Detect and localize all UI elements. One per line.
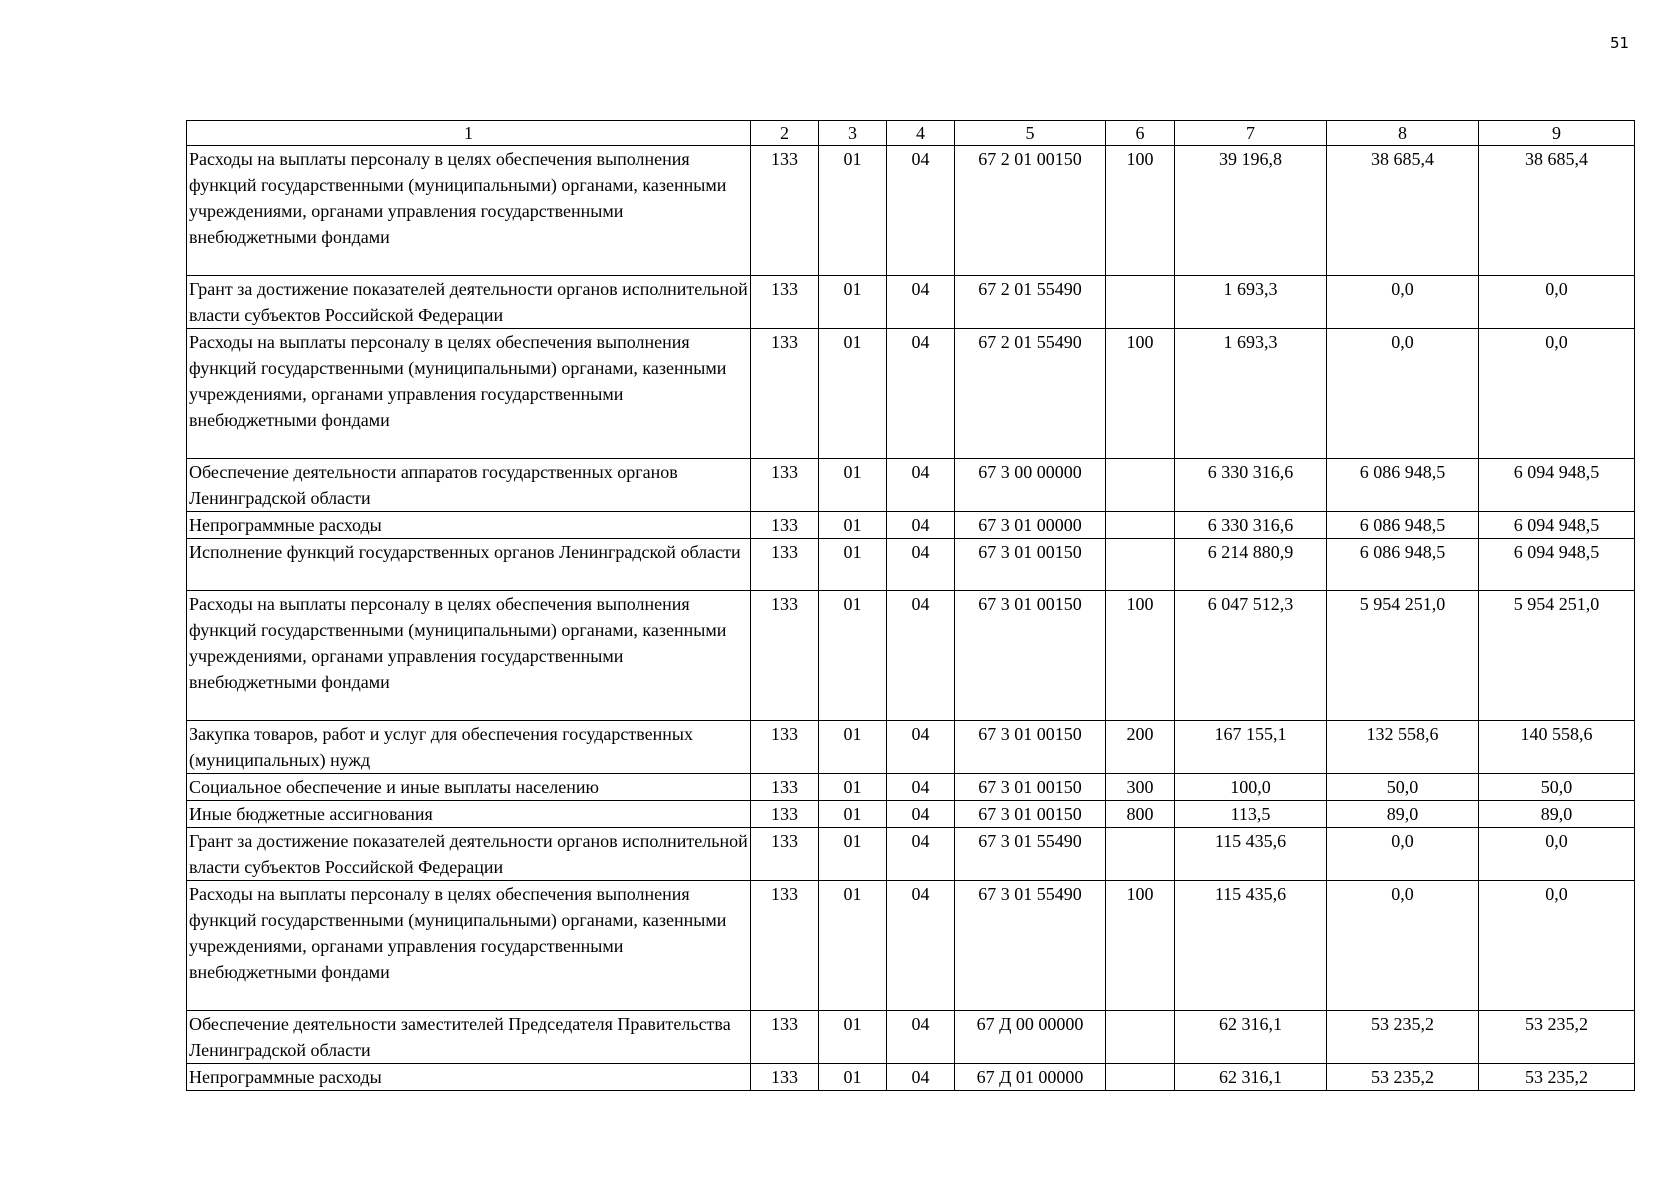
row-target-article-cell: 67 3 01 00000 — [955, 512, 1106, 539]
row-name-cell: Расходы на выплаты персоналу в целях обеспечения выполнения функций государственными (муниципальными) органами, казенными учреждениями, органами управления государственными внебюджетными фондами — [187, 881, 751, 1011]
table-row — [187, 1064, 1635, 1091]
header-cell: 8 — [1327, 121, 1479, 146]
table-row — [187, 828, 1635, 881]
row-subsection-cell: 04 — [887, 1064, 955, 1091]
row-subsection-cell: 04 — [887, 512, 955, 539]
row-target-article-cell: 67 Д 00 00000 — [955, 1011, 1106, 1064]
row-value-9-cell: 53 235,2 — [1479, 1011, 1635, 1064]
row-subsection-cell: 04 — [887, 146, 955, 276]
row-name-cell: Грант за достижение показателей деятельности органов исполнительной власти субъектов Российской Федерации — [187, 828, 751, 881]
row-value-8-cell: 132 558,6 — [1327, 721, 1479, 774]
row-subsection-cell: 04 — [887, 1011, 955, 1064]
row-expense-type-cell: 200 — [1106, 721, 1175, 774]
row-subsection-cell: 04 — [887, 828, 955, 881]
row-value-8-cell: 5 954 251,0 — [1327, 591, 1479, 721]
header-cell: 2 — [751, 121, 819, 146]
header-cell: 7 — [1175, 121, 1327, 146]
table-row — [187, 276, 1635, 329]
row-code-cell: 133 — [751, 146, 819, 276]
row-subsection-cell: 04 — [887, 881, 955, 1011]
header-cell: 3 — [819, 121, 887, 146]
budget-table — [186, 120, 1635, 1091]
row-code-cell: 133 — [751, 1011, 819, 1064]
row-subsection-cell: 04 — [887, 276, 955, 329]
row-value-7-cell: 1 693,3 — [1175, 329, 1327, 459]
row-target-article-cell: 67 3 01 00150 — [955, 774, 1106, 801]
row-name-cell: Грант за достижение показателей деятельности органов исполнительной власти субъектов Российской Федерации — [187, 276, 751, 329]
row-value-9-cell: 0,0 — [1479, 329, 1635, 459]
row-code-cell: 133 — [751, 591, 819, 721]
row-expense-type-cell: 100 — [1106, 329, 1175, 459]
row-value-7-cell: 62 316,1 — [1175, 1064, 1327, 1091]
row-value-9-cell: 50,0 — [1479, 774, 1635, 801]
row-section-cell: 01 — [819, 774, 887, 801]
row-target-article-cell: 67 2 01 55490 — [955, 276, 1106, 329]
row-section-cell: 01 — [819, 1064, 887, 1091]
row-expense-type-cell — [1106, 276, 1175, 329]
header-cell: 9 — [1479, 121, 1635, 146]
row-target-article-cell: 67 2 01 00150 — [955, 146, 1106, 276]
table-header-row — [187, 121, 1635, 146]
row-value-8-cell: 89,0 — [1327, 801, 1479, 828]
row-name-cell: Непрограммные расходы — [187, 1064, 751, 1091]
row-section-cell: 01 — [819, 512, 887, 539]
row-value-7-cell: 167 155,1 — [1175, 721, 1327, 774]
row-value-7-cell: 6 214 880,9 — [1175, 539, 1327, 591]
row-code-cell: 133 — [751, 1064, 819, 1091]
row-name-cell: Исполнение функций государственных органов Ленинградской области — [187, 539, 751, 591]
row-name-cell: Непрограммные расходы — [187, 512, 751, 539]
row-section-cell: 01 — [819, 828, 887, 881]
row-target-article-cell: 67 3 00 00000 — [955, 459, 1106, 512]
row-subsection-cell: 04 — [887, 774, 955, 801]
row-code-cell: 133 — [751, 276, 819, 329]
row-expense-type-cell: 100 — [1106, 146, 1175, 276]
row-name-cell: Социальное обеспечение и иные выплаты населению — [187, 774, 751, 801]
row-value-9-cell: 6 094 948,5 — [1479, 512, 1635, 539]
row-expense-type-cell — [1106, 1064, 1175, 1091]
row-value-8-cell: 0,0 — [1327, 881, 1479, 1011]
table-row — [187, 329, 1635, 459]
row-code-cell: 133 — [751, 512, 819, 539]
row-expense-type-cell — [1106, 512, 1175, 539]
row-value-8-cell: 6 086 948,5 — [1327, 539, 1479, 591]
row-value-7-cell: 115 435,6 — [1175, 828, 1327, 881]
table-row — [187, 881, 1635, 1011]
row-value-7-cell: 115 435,6 — [1175, 881, 1327, 1011]
row-section-cell: 01 — [819, 329, 887, 459]
row-expense-type-cell — [1106, 539, 1175, 591]
row-name-cell: Расходы на выплаты персоналу в целях обеспечения выполнения функций государственными (муниципальными) органами, казенными учреждениями, органами управления государственными внебюджетными фондами — [187, 146, 751, 276]
row-code-cell: 133 — [751, 539, 819, 591]
row-target-article-cell: 67 3 01 00150 — [955, 721, 1106, 774]
row-value-8-cell: 0,0 — [1327, 329, 1479, 459]
header-cell: 1 — [187, 121, 751, 146]
row-section-cell: 01 — [819, 721, 887, 774]
table-row — [187, 801, 1635, 828]
row-value-8-cell: 0,0 — [1327, 276, 1479, 329]
row-name-cell: Иные бюджетные ассигнования — [187, 801, 751, 828]
row-expense-type-cell — [1106, 828, 1175, 881]
row-value-9-cell: 6 094 948,5 — [1479, 539, 1635, 591]
row-code-cell: 133 — [751, 828, 819, 881]
row-value-7-cell: 113,5 — [1175, 801, 1327, 828]
row-value-9-cell: 140 558,6 — [1479, 721, 1635, 774]
row-section-cell: 01 — [819, 1011, 887, 1064]
row-code-cell: 133 — [751, 881, 819, 1011]
row-expense-type-cell: 300 — [1106, 774, 1175, 801]
row-section-cell: 01 — [819, 146, 887, 276]
row-value-7-cell: 6 330 316,6 — [1175, 459, 1327, 512]
page-number: 51 — [1610, 34, 1630, 52]
row-section-cell: 01 — [819, 276, 887, 329]
row-value-9-cell: 0,0 — [1479, 828, 1635, 881]
row-value-9-cell: 6 094 948,5 — [1479, 459, 1635, 512]
row-value-7-cell: 62 316,1 — [1175, 1011, 1327, 1064]
row-target-article-cell: 67 3 01 55490 — [955, 881, 1106, 1011]
header-cell: 6 — [1106, 121, 1175, 146]
row-subsection-cell: 04 — [887, 539, 955, 591]
row-name-cell: Обеспечение деятельности аппаратов государственных органов Ленинградской области — [187, 459, 751, 512]
row-subsection-cell: 04 — [887, 721, 955, 774]
row-value-9-cell: 89,0 — [1479, 801, 1635, 828]
row-subsection-cell: 04 — [887, 801, 955, 828]
row-target-article-cell: 67 2 01 55490 — [955, 329, 1106, 459]
row-expense-type-cell: 100 — [1106, 591, 1175, 721]
row-subsection-cell: 04 — [887, 329, 955, 459]
row-target-article-cell: 67 3 01 00150 — [955, 801, 1106, 828]
row-value-9-cell: 53 235,2 — [1479, 1064, 1635, 1091]
row-section-cell: 01 — [819, 591, 887, 721]
row-section-cell: 01 — [819, 539, 887, 591]
row-expense-type-cell: 100 — [1106, 881, 1175, 1011]
row-section-cell: 01 — [819, 459, 887, 512]
row-target-article-cell: 67 3 01 00150 — [955, 591, 1106, 721]
row-value-9-cell: 0,0 — [1479, 881, 1635, 1011]
row-subsection-cell: 04 — [887, 459, 955, 512]
row-value-7-cell: 39 196,8 — [1175, 146, 1327, 276]
row-target-article-cell: 67 Д 01 00000 — [955, 1064, 1106, 1091]
row-name-cell: Закупка товаров, работ и услуг для обеспечения государственных (муниципальных) нужд — [187, 721, 751, 774]
row-value-9-cell: 38 685,4 — [1479, 146, 1635, 276]
row-code-cell: 133 — [751, 721, 819, 774]
row-value-8-cell: 50,0 — [1327, 774, 1479, 801]
row-expense-type-cell: 800 — [1106, 801, 1175, 828]
row-value-7-cell: 6 330 316,6 — [1175, 512, 1327, 539]
row-value-9-cell: 0,0 — [1479, 276, 1635, 329]
row-value-8-cell: 0,0 — [1327, 828, 1479, 881]
row-target-article-cell: 67 3 01 55490 — [955, 828, 1106, 881]
row-value-7-cell: 6 047 512,3 — [1175, 591, 1327, 721]
row-code-cell: 133 — [751, 774, 819, 801]
table-row — [187, 459, 1635, 512]
row-section-cell: 01 — [819, 881, 887, 1011]
row-code-cell: 133 — [751, 329, 819, 459]
row-value-9-cell: 5 954 251,0 — [1479, 591, 1635, 721]
row-section-cell: 01 — [819, 801, 887, 828]
table-row — [187, 512, 1635, 539]
row-code-cell: 133 — [751, 801, 819, 828]
table-row — [187, 539, 1635, 591]
row-target-article-cell: 67 3 01 00150 — [955, 539, 1106, 591]
row-value-8-cell: 6 086 948,5 — [1327, 512, 1479, 539]
row-subsection-cell: 04 — [887, 591, 955, 721]
row-code-cell: 133 — [751, 459, 819, 512]
row-value-7-cell: 1 693,3 — [1175, 276, 1327, 329]
table-row — [187, 721, 1635, 774]
table-row — [187, 146, 1635, 276]
row-value-7-cell: 100,0 — [1175, 774, 1327, 801]
row-value-8-cell: 53 235,2 — [1327, 1064, 1479, 1091]
header-cell: 4 — [887, 121, 955, 146]
table-row — [187, 774, 1635, 801]
row-name-cell: Расходы на выплаты персоналу в целях обеспечения выполнения функций государственными (муниципальными) органами, казенными учреждениями, органами управления государственными внебюджетными фондами — [187, 591, 751, 721]
row-value-8-cell: 38 685,4 — [1327, 146, 1479, 276]
row-value-8-cell: 6 086 948,5 — [1327, 459, 1479, 512]
table-row — [187, 1011, 1635, 1064]
row-name-cell: Расходы на выплаты персоналу в целях обеспечения выполнения функций государственными (муниципальными) органами, казенными учреждениями, органами управления государственными внебюджетными фондами — [187, 329, 751, 459]
row-name-cell: Обеспечение деятельности заместителей Председателя Правительства Ленинградской области — [187, 1011, 751, 1064]
header-cell: 5 — [955, 121, 1106, 146]
row-expense-type-cell — [1106, 459, 1175, 512]
table-row — [187, 591, 1635, 721]
row-expense-type-cell — [1106, 1011, 1175, 1064]
row-value-8-cell: 53 235,2 — [1327, 1011, 1479, 1064]
